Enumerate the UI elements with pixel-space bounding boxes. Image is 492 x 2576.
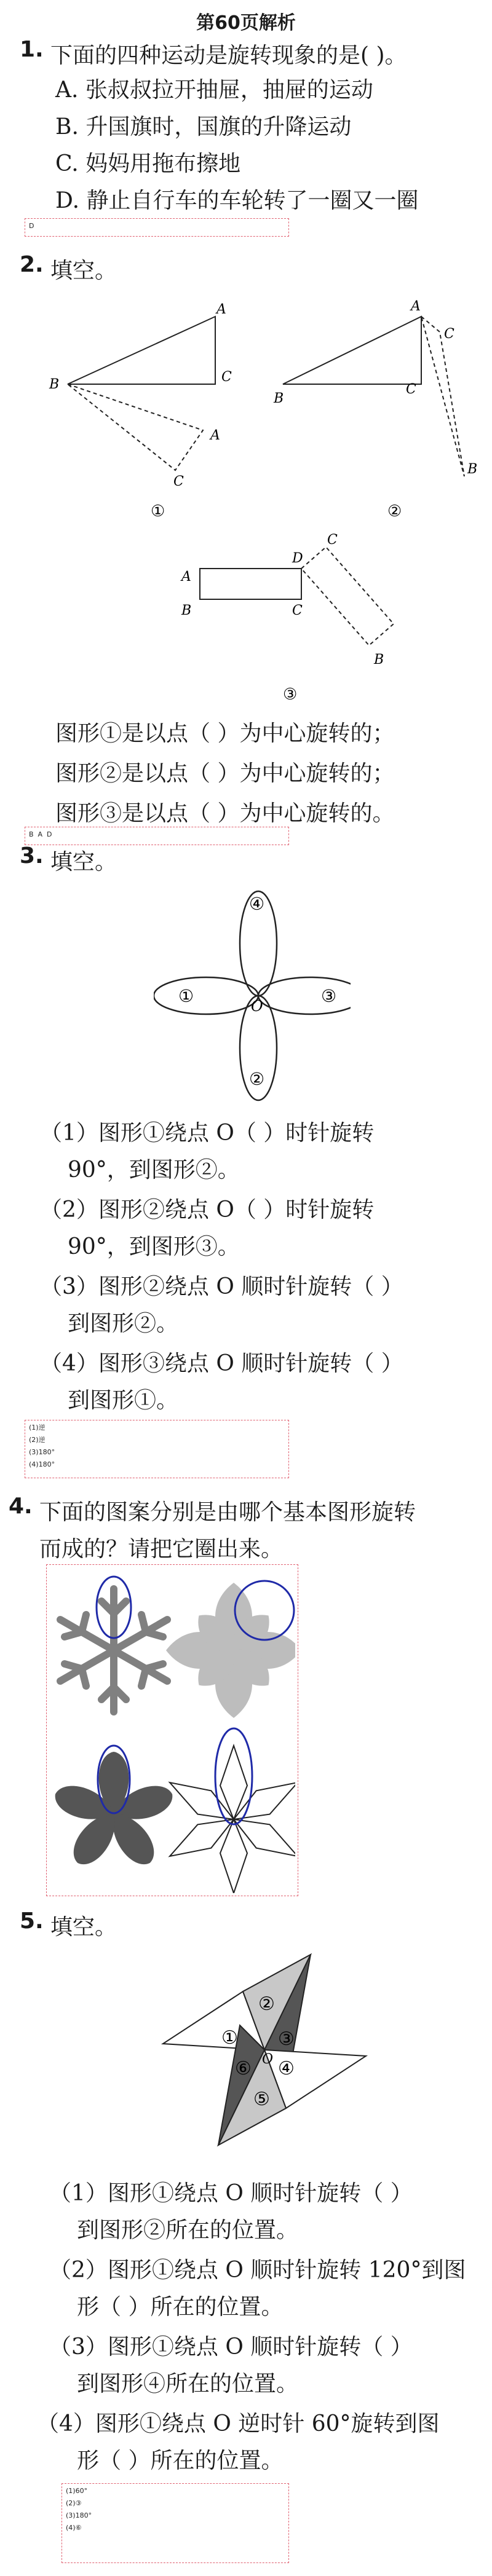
q2-fig3-label-c2: C (327, 532, 338, 548)
q2-caption-1: ① (151, 502, 165, 521)
q3-number: 3. (20, 843, 44, 869)
q2-figure-1 (49, 302, 232, 521)
q3-line-4: 90°，到图形③。 (68, 1234, 240, 1259)
q2-figure-3 (180, 532, 394, 704)
q2-fig2-label-a: A (411, 299, 421, 314)
q2-fig1-label-b: B (49, 377, 60, 392)
q5-label-1: ① (221, 2027, 238, 2049)
q5-line-8: 形（ ）所在的位置。 (77, 2448, 284, 2473)
q5-answer-2: (2)③ (66, 2499, 82, 2507)
q2-fig2-label-c: C (406, 382, 416, 397)
q4-rhombus-star-pattern (163, 1746, 295, 1893)
q2-caption-2: ② (387, 502, 402, 521)
q3-stem: 填空。 (50, 849, 117, 875)
q3-answer-1: (1)逆 (29, 1424, 46, 1432)
q2-stem: 填空。 (50, 258, 117, 283)
q2-fig1-label-a2: A (210, 428, 220, 443)
q3-line-8: 到图形①。 (68, 1388, 179, 1413)
q3-line-1: （1）图形①绕点 O（ ）时针旋转 (40, 1121, 375, 1146)
page-title: 第60页解析 (196, 12, 296, 34)
q5-label-4: ④ (278, 2058, 295, 2079)
q2-fig1-label-c2: C (173, 474, 184, 489)
q3-line-3: （2）图形②绕点 O（ ）时针旋转 (40, 1197, 375, 1223)
q3-answer-2: (2)逆 (29, 1436, 46, 1444)
q1-number: 1. (20, 37, 44, 62)
q2-line-3: 图形③是以点（ ）为中心旋转的。 (55, 801, 395, 826)
q2-figures (37, 289, 480, 707)
q2-fig2-label-c2: C (444, 326, 454, 342)
q5-line-3: （2）图形①绕点 O 顺时针旋转 120°到图 (49, 2258, 466, 2283)
q3-center-o: O (251, 998, 263, 1015)
q5-line-4: 形（ ）所在的位置。 (77, 2294, 284, 2320)
q1-option-d: D. 静止自行车的车轮转了一圈又一圈 (55, 188, 419, 213)
q4-patterns (49, 1567, 295, 1893)
q5-label-6: ⑥ (235, 2058, 252, 2079)
q4-number: 4. (9, 1494, 33, 1519)
q2-fig3-label-b2: B (374, 652, 384, 668)
q2-fig3-label-a: A (181, 569, 191, 585)
q5-line-7: （4）图形①绕点 O 逆时针 60°旋转到图 (37, 2411, 440, 2436)
q2-answer-box (25, 827, 289, 845)
q3-answer-3: (3)180° (29, 1448, 55, 1456)
q2-fig3-label-d: D (292, 551, 303, 566)
q2-fig3-label-c: C (292, 603, 303, 618)
q1-answer-box (25, 218, 289, 237)
q1-option-b: B. 升国旗时，国旗的升降运动 (55, 114, 352, 140)
q2-fig1-label-a: A (216, 302, 226, 317)
q5-answer-4: (4)⑥ (66, 2524, 82, 2532)
q5-line-1: （1）图形①绕点 O 顺时针旋转（ ） (49, 2181, 413, 2206)
q5-answer-1: (1)60° (66, 2487, 88, 2495)
q5-label-5: ⑤ (253, 2089, 270, 2110)
q5-answer-box (62, 2483, 289, 2563)
q5-line-6: 到图形④所在的位置。 (77, 2371, 299, 2397)
q5-answer-3: (3)180° (66, 2511, 92, 2519)
q2-fig3-label-b: B (181, 603, 192, 618)
q4-snowflake-pattern (60, 1589, 167, 1712)
q4-stem-line-1: 下面的图案分别是由哪个基本图形旋转 (39, 1500, 416, 1525)
q5-center-o: O (262, 2052, 274, 2067)
q1-option-a: A. 张叔叔拉开抽屉，抽屉的运动 (55, 77, 373, 103)
q5-label-3: ③ (278, 2028, 295, 2050)
q3-answer-box (25, 1420, 289, 1478)
q2-line-2: 图形②是以点（ ）为中心旋转的； (55, 761, 395, 786)
q2-figure-2 (273, 299, 477, 521)
q2-fig2-label-b: B (274, 391, 284, 406)
q2-line-1: 图形①是以点（ ）为中心旋转的； (55, 721, 395, 746)
q1-answer: D (29, 222, 34, 230)
q3-line-5: （3）图形②绕点 O 顺时针旋转（ ） (40, 1274, 403, 1299)
q3-petal-figure (154, 885, 351, 1106)
q5-line-5: （3）图形①绕点 O 顺时针旋转（ ） (49, 2334, 413, 2360)
q2-fig2-label-b2: B (467, 462, 478, 477)
q5-line-2: 到图形②所在的位置。 (77, 2218, 299, 2243)
q5-stem: 填空。 (50, 1915, 117, 1940)
q4-stem-line-2: 而成的？请把它圈出来。 (39, 1537, 284, 1562)
q3-line-7: （4）图形③绕点 O 顺时针旋转（ ） (40, 1351, 403, 1376)
q4-droplet-pattern (50, 1752, 177, 1872)
q3-petal-1: ① (178, 986, 194, 1006)
q2-caption-3: ③ (283, 685, 298, 704)
q5-label-2: ② (258, 1993, 275, 2015)
q1-stem: 下面的四种运动是旋转现象的是( )。 (50, 43, 407, 68)
q3-line-2: 90°，到图形②。 (68, 1157, 240, 1183)
q3-petal-4: ④ (249, 894, 265, 914)
q3-petal-2: ② (249, 1069, 265, 1089)
q4-leaf-pattern (166, 1583, 295, 1718)
q1-option-c: C. 妈妈用拖布擦地 (55, 151, 241, 176)
q2-fig1-label-c: C (221, 369, 232, 385)
q2-answer: B A D (29, 830, 52, 838)
q3-petal-3: ③ (321, 986, 337, 1006)
q5-pinwheel-figure (154, 1948, 375, 2157)
q3-line-6: 到图形②。 (68, 1311, 179, 1336)
q2-number: 2. (20, 252, 44, 277)
q3-answer-4: (4)180° (29, 1460, 55, 1468)
q5-number: 5. (20, 1908, 44, 1934)
